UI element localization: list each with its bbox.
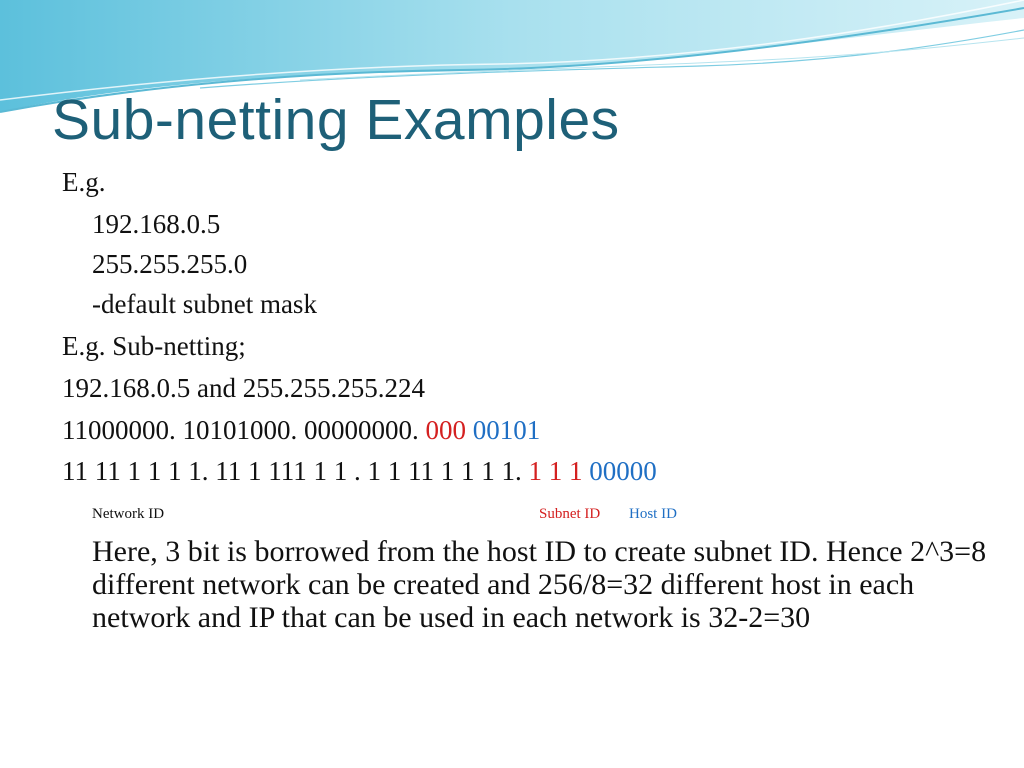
binary-mask-network-bits: 11 11 1 1 1 1. 11 1 111 1 1 . 1 1 11 1 1 1 1. (62, 456, 522, 486)
host-id-label: Host ID (629, 506, 677, 522)
subnetting-example-label: E.g. Sub-netting; (62, 331, 246, 361)
binary-ip-line (62, 414, 540, 446)
example-label: E.g. (62, 167, 106, 197)
binary-mask-host-bits: 00000 (589, 456, 657, 486)
binary-ip-subnet-bits: 000 (425, 415, 466, 445)
explanation-paragraph: Here, 3 bit is borrowed from the host ID to create subnet ID. Hence 2^3=8 different network can be created and 256/8=32 different host in each network and IP that can be used in each network is 32-2=30 (92, 535, 987, 634)
slide-title: Sub-netting Examples (52, 88, 620, 152)
ip-mask-pair: 192.168.0.5 and 255.255.255.224 (62, 373, 425, 403)
ip-address: 192.168.0.5 (92, 209, 221, 239)
network-id-label: Network ID (92, 506, 165, 522)
binary-ip-network-bits: 11000000. 10101000. 00000000. (62, 415, 419, 445)
binary-mask-subnet-bits: 1 1 1 (528, 456, 583, 486)
subnet-mask: 255.255.255.0 (92, 249, 248, 279)
default-mask-note: -default subnet mask (92, 289, 317, 319)
binary-ip-host-bits: 00101 (472, 415, 541, 445)
binary-mask-line (62, 455, 657, 487)
subnet-id-label: Subnet ID (539, 506, 601, 522)
